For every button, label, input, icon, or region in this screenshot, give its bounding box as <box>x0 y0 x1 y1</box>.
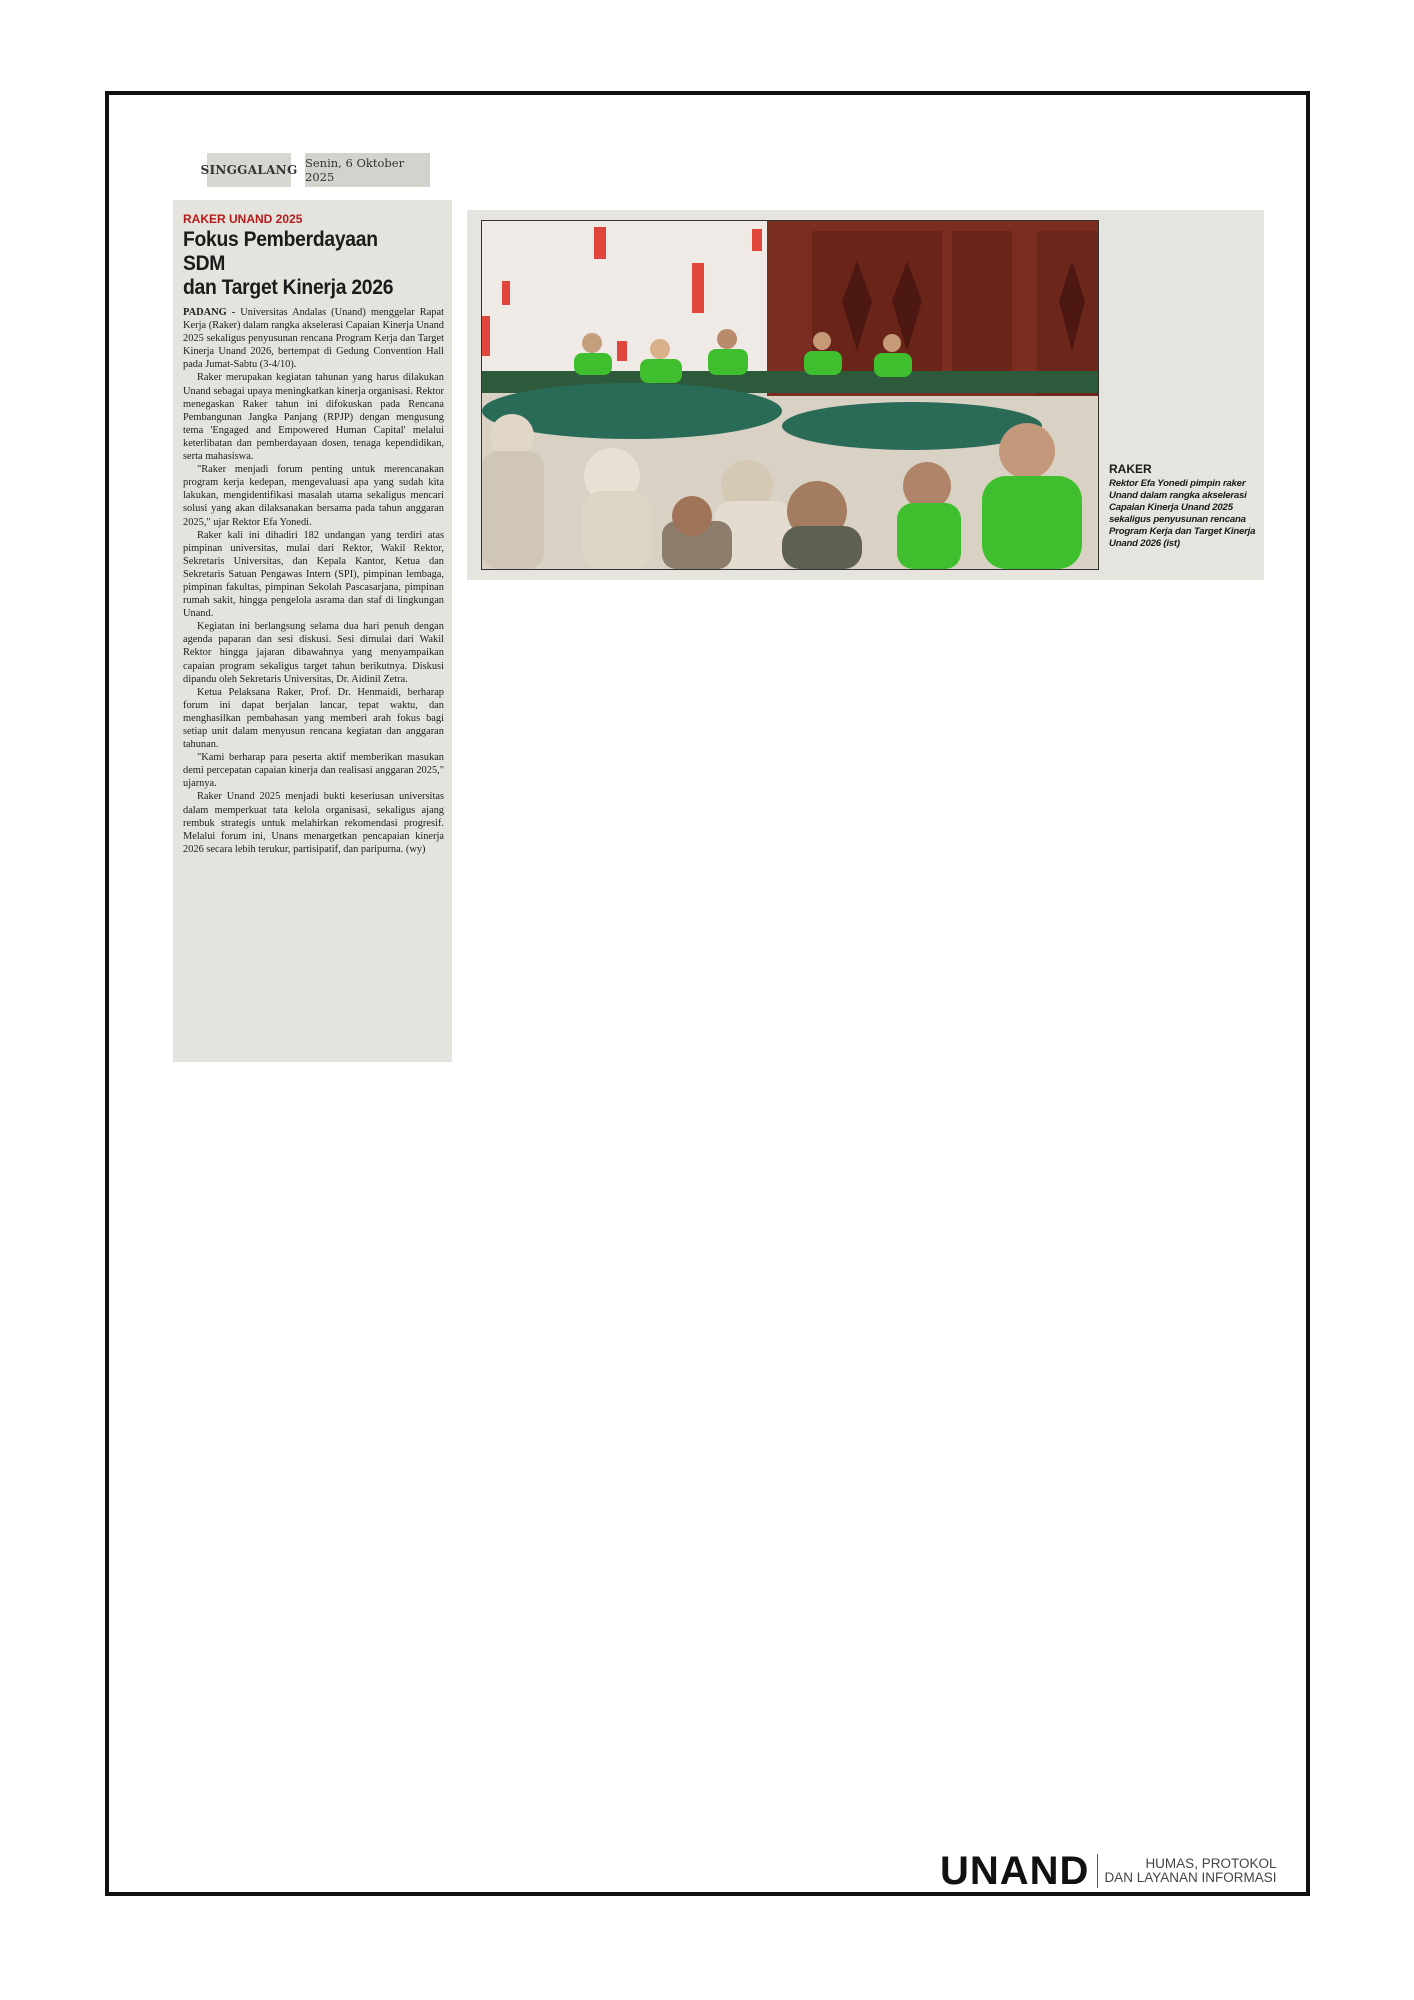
article-paragraph: Raker merupakan kegiatan tahunan yang harus dilakukan Unand sebagai upaya meningkatkan kinerja organisasi. Rektor menegaskan Raker tahun ini difokuskan pada Rencana Pembangunan Jangka Panjang (RPJP) dengan mengusung tema 'Engaged and Empowered Human Capital' melalui keterlibatan dan pemberdayaan dosen, tenaga kependidikan, serta mahasiswa. <box>183 372 444 463</box>
footer-divider <box>1097 1854 1098 1888</box>
article-paragraph: Ketua Pelaksana Raker, Prof. Dr. Henmaidi, berharap forum ini dapat berjalan lancar, tepat waktu, dan menghasilkan pembahasan yang memberi arah fokus bagi setiap unit dalam menyusun rencana kegiatan dan anggaran tahunan. <box>183 686 444 751</box>
publication-date: Senin, 6 Oktober 2025 <box>305 153 430 187</box>
newspaper-name: SINGGALANG <box>207 153 291 187</box>
meeting-photo <box>481 220 1099 570</box>
article-clipping <box>173 200 452 1062</box>
dateline: PADANG - <box>183 307 236 318</box>
article-headline <box>183 228 423 300</box>
article-paragraph: Raker kali ini dihadiri 182 undangan yang terdiri atas pimpinan universitas, mulai dari Rektor, Wakil Rektor, Sekretaris Universitas, dan Kepala Kantor, Ketua dan Sekretaris Satuan Pengawas Intern (SPI), pimpinan lembaga, pimpinan fakultas, pimpinan Sekolah Pascasarjana, pimpinan rumah sakit, hingga pengelola asrama dan staf di lingkungan Unand. <box>183 529 444 620</box>
photo-caption <box>1109 462 1259 550</box>
department-name <box>1104 1857 1276 1885</box>
department-line-2: DAN LAYANAN INFORMASI <box>1104 1870 1277 1885</box>
article-paragraph: "Raker menjadi forum penting untuk merencanakan program kerja kedepan, mengevaluasi apa yang sudah kita lakukan, mengidentifikasi masalah utama sekaligus mencari solusi yang akan dilaksanakan bersama pada tahun anggaran 2025," ujar Rektor Efa Yonedi. <box>183 464 444 528</box>
caption-title: RAKER <box>1109 462 1152 476</box>
department-line-1: HUMAS, PROTOKOL <box>1145 1856 1277 1871</box>
photo-clipping <box>467 210 1264 580</box>
headline-line-1: Fokus Pemberdayaan SDM <box>183 228 378 275</box>
unand-logo: UNAND <box>940 1849 1090 1893</box>
article-kicker: RAKER UNAND 2025 <box>183 212 303 226</box>
article-paragraph: "Kami berharap para peserta aktif memberikan masukan demi percepatan capaian kinerja dan realisasi anggaran 2025," ujarnya. <box>183 752 444 790</box>
article-body <box>183 306 444 856</box>
headline-line-2: dan Target Kinerja 2026 <box>183 276 394 299</box>
article-paragraph: Kegiatan ini berlangsung selama dua hari penuh dengan agenda paparan dan sesi diskusi. Sesi dimulai dari Wakil Rektor hingga jajaran dibawahnya yang menyampaikan capaian program sekaligus target tahun berikutnya. Diskusi dipandu oleh Sekretaris Universitas, Dr. Aidinil Zetra. <box>183 621 444 685</box>
caption-text: Rektor Efa Yonedi pimpin raker Unand dalam rangka akselerasi Capaian Kinerja Unand 2025 sekaligus penyusunan rencana Program Kerja dan Target Kinerja Unand 2026 (ist) <box>1109 478 1256 549</box>
footer-branding <box>940 1850 1276 1892</box>
article-paragraph: PADANG - Universitas Andalas (Unand) menggelar Rapat Kerja (Raker) dalam rangka akselerasi Capaian Kinerja Unand 2025 sekaligus penyusunan rencana Program Kerja dan Target Kinerja Unand 2026, bertempat di Gedung Convention Hall pada Jumat-Sabtu (3-4/10). <box>183 307 444 371</box>
article-paragraph: Raker Unand 2025 menjadi bukti keseriusan universitas dalam memperkuat tata kelola organisasi, sekaligus ajang rembuk strategis untuk melahirkan rekomendasi progresif. Melalui forum ini, Unans menargetkan pencapaian kinerja 2026 secara lebih terukur, partisipatif, dan paripurna. (wy) <box>183 791 444 855</box>
meeting-photo-illustration <box>482 221 1098 569</box>
